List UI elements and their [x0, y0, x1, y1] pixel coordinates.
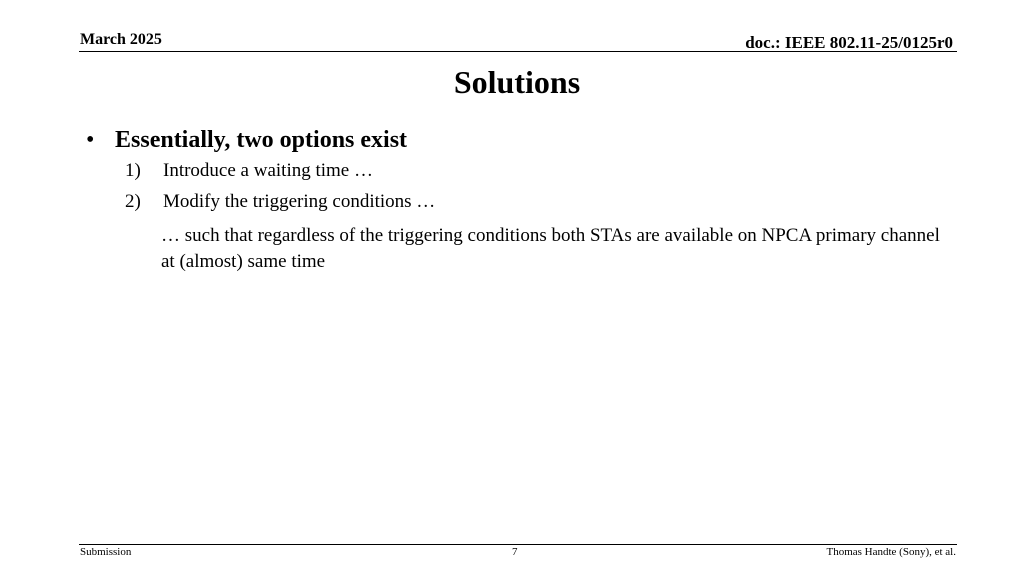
option-item-1 — [86, 156, 946, 187]
bullet-icon: • — [86, 127, 95, 153]
bullet-text: Essentially, two options exist — [115, 127, 408, 153]
header-doc-id: doc.: IEEE 802.11-25/0125r0 — [745, 33, 953, 52]
option-item-2 — [86, 187, 946, 218]
option-number: 2) — [125, 191, 141, 212]
footer-divider — [79, 544, 957, 545]
header-divider — [79, 51, 957, 52]
page-number: 7 — [512, 546, 518, 558]
slide-body — [86, 126, 946, 275]
bullet-item — [86, 126, 946, 156]
continuation-paragraph: … such that regardless of the triggering conditions both STAs are available on NPCA primary channel at (almost) same time — [161, 225, 940, 272]
footer-author: Thomas Handte (Sony), et al. — [826, 546, 956, 558]
footer-submission: Submission — [80, 546, 132, 558]
header-date: March 2025 — [80, 31, 162, 48]
option-number: 1) — [125, 160, 141, 181]
option-text: Introduce a waiting time … — [163, 160, 373, 181]
option-text: Modify the triggering conditions … — [163, 191, 436, 212]
slide-title: Solutions — [453, 64, 581, 100]
